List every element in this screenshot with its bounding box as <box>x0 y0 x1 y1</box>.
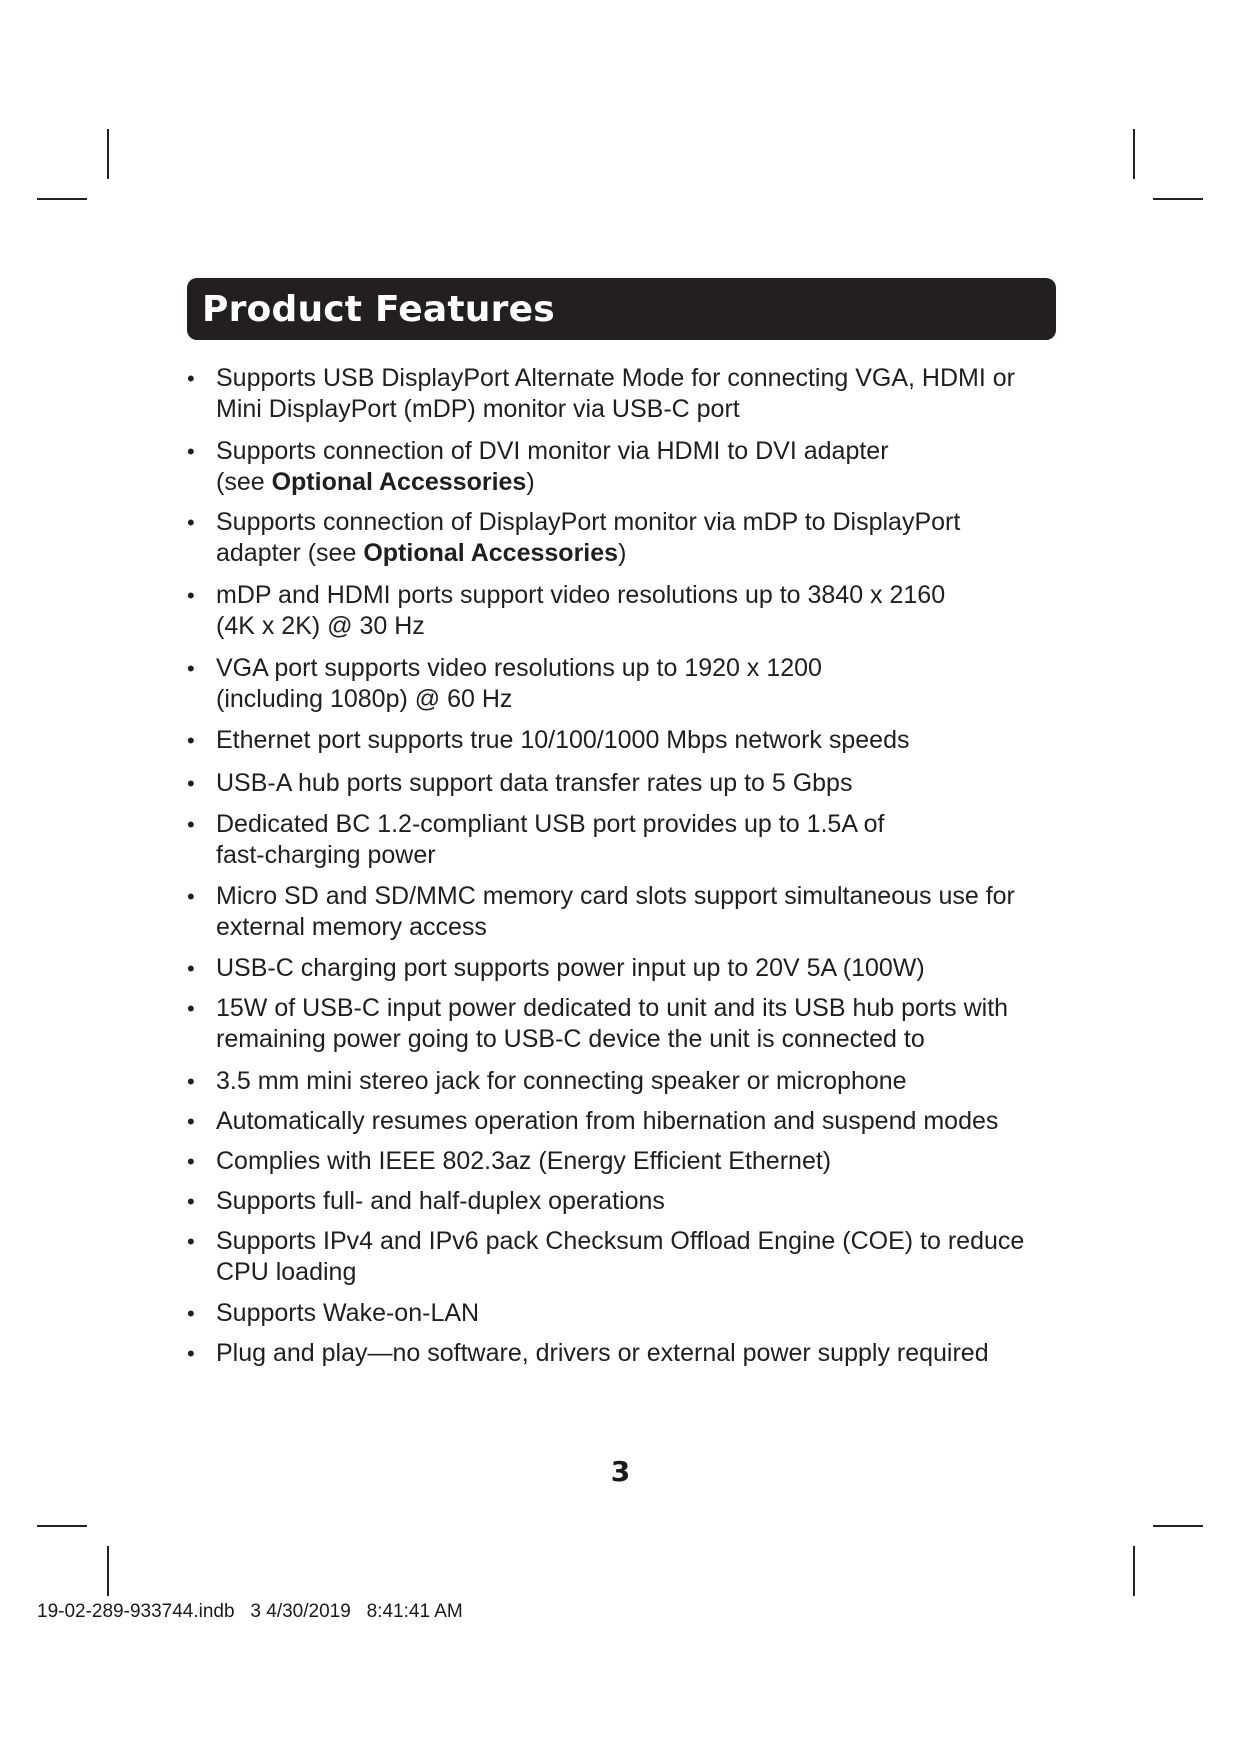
optional-accessories-ref: Optional Accessories <box>271 468 527 496</box>
feature-text: Complies with IEEE 802.3az (Energy Efficient Ethernet) <box>216 1147 832 1175</box>
bullet-icon: • <box>187 812 195 837</box>
feature-item <box>187 1298 1067 1329</box>
print-slug <box>37 1601 463 1623</box>
feature-text: mDP and HDMI ports support video resolutions up to 3840 x 2160 (4K x 2K) @ 30 Hz <box>216 581 946 640</box>
page-number: 3 <box>610 1455 631 1488</box>
feature-text: Supports connection of DisplayPort monitor via mDP to DisplayPort adapter (see Optional Accessories) <box>216 508 961 567</box>
section-heading-bar <box>187 278 1056 340</box>
crop-mark <box>1133 129 1135 179</box>
feature-item <box>187 993 1067 1055</box>
feature-item <box>187 1106 1067 1137</box>
bullet-icon: • <box>187 1229 195 1254</box>
feature-text: Supports USB DisplayPort Alternate Mode for connecting VGA, HDMI or Mini DisplayPort (mDP) monitor via USB-C port <box>216 364 1015 423</box>
bullet-icon: • <box>187 956 195 981</box>
slug-file: 19-02-289-933744.indb 3 <box>37 1601 261 1622</box>
crop-mark <box>37 1525 87 1527</box>
feature-text: Micro SD and SD/MMC memory card slots support simultaneous use for external memory access <box>216 882 1015 941</box>
bullet-icon: • <box>187 439 195 464</box>
feature-item <box>187 1338 1067 1369</box>
feature-item <box>187 436 1067 498</box>
feature-text: Supports connection of DVI monitor via HDMI to DVI adapter (see Optional Accessories) <box>216 437 889 496</box>
feature-item <box>187 768 1067 799</box>
optional-accessories-ref: Optional Accessories <box>363 539 619 567</box>
feature-text: 15W of USB-C input power dedicated to unit and its USB hub ports with remaining power going to USB-C device the unit is connected to <box>216 994 1009 1053</box>
feature-text: USB-A hub ports support data transfer rates up to 5 Gbps <box>216 769 853 797</box>
feature-item <box>187 507 1067 569</box>
feature-text: Supports Wake-on-LAN <box>216 1299 480 1327</box>
bullet-icon: • <box>187 884 195 909</box>
feature-text: Supports IPv4 and IPv6 pack Checksum Offload Engine (COE) to reduce CPU loading <box>216 1227 1025 1286</box>
section-title: Product Features <box>202 288 555 330</box>
slug-date: 4/30/2019 8:41:41 AM <box>266 1601 463 1622</box>
crop-mark <box>1133 1546 1135 1596</box>
bullet-icon: • <box>187 656 195 681</box>
bullet-icon: • <box>187 366 195 391</box>
feature-item <box>187 653 1067 715</box>
crop-mark <box>107 1546 109 1596</box>
bullet-icon: • <box>187 1069 195 1094</box>
feature-text: Plug and play—no software, drivers or external power supply required <box>216 1339 989 1367</box>
crop-mark <box>1153 198 1203 200</box>
crop-mark <box>107 129 109 179</box>
bullet-icon: • <box>187 1301 195 1326</box>
bullet-icon: • <box>187 583 195 608</box>
crop-mark <box>37 198 87 200</box>
feature-item <box>187 1066 1067 1097</box>
feature-item <box>187 881 1067 943</box>
feature-text: VGA port supports video resolutions up to 1920 x 1200 (including 1080p) @ 60 Hz <box>216 654 822 713</box>
feature-text: USB-C charging port supports power input up to 20V 5A (100W) <box>216 954 925 982</box>
feature-text: Dedicated BC 1.2-compliant USB port provides up to 1.5A of fast-charging power <box>216 810 885 869</box>
feature-item <box>187 1146 1067 1177</box>
bullet-icon: • <box>187 1109 195 1134</box>
bullet-icon: • <box>187 728 195 753</box>
bullet-icon: • <box>187 771 195 796</box>
feature-item <box>187 363 1067 425</box>
feature-item <box>187 1186 1067 1217</box>
crop-mark <box>1153 1525 1203 1527</box>
bullet-icon: • <box>187 996 195 1021</box>
bullet-icon: • <box>187 510 195 535</box>
feature-item <box>187 953 1067 984</box>
feature-item <box>187 1226 1067 1288</box>
feature-text: Automatically resumes operation from hibernation and suspend modes <box>216 1107 999 1135</box>
feature-text: Supports full- and half-duplex operations <box>216 1187 665 1215</box>
feature-text: 3.5 mm mini stereo jack for connecting speaker or microphone <box>216 1067 907 1095</box>
bullet-icon: • <box>187 1189 195 1214</box>
bullet-icon: • <box>187 1149 195 1174</box>
feature-item <box>187 809 1067 871</box>
bullet-icon: • <box>187 1341 195 1366</box>
feature-text: Ethernet port supports true 10/100/1000 Mbps network speeds <box>216 726 910 754</box>
feature-item <box>187 725 1067 756</box>
feature-item <box>187 580 1067 642</box>
